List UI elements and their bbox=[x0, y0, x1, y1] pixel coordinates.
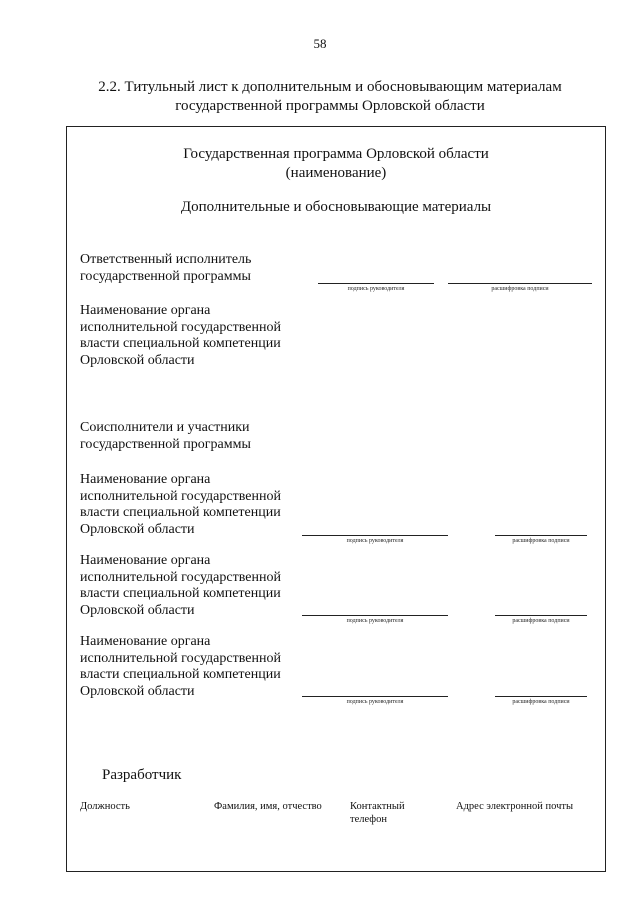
decode-line bbox=[448, 283, 592, 284]
signature-line bbox=[302, 535, 448, 536]
column-phone bbox=[350, 800, 405, 826]
coexecutors-label bbox=[80, 420, 310, 453]
decode-caption: расшифровка подписи bbox=[512, 699, 570, 705]
section-title-line1: 2.2. Титульный лист к дополнительным и обосновывающим материалам bbox=[98, 79, 562, 95]
program-title: Государственная программа Орловской области bbox=[183, 146, 489, 162]
column-email: Адрес электронной почты bbox=[456, 801, 574, 812]
organ-line4: Орловской области bbox=[80, 521, 195, 537]
organ-line3: власти специальной компетенции bbox=[80, 586, 281, 601]
signature-caption: подпись руководителя bbox=[347, 286, 405, 292]
responsible-line2: государственной программы bbox=[80, 268, 251, 284]
column-position: Должность bbox=[80, 801, 130, 812]
organ-line1: Наименование органа bbox=[80, 553, 211, 568]
organ-block-1 bbox=[80, 303, 310, 369]
organ-block-4 bbox=[80, 634, 310, 700]
decode-line bbox=[495, 535, 587, 536]
organ-block-2 bbox=[80, 472, 310, 538]
signature-caption: подпись руководителя bbox=[346, 699, 404, 705]
organ-line1: Наименование органа bbox=[80, 634, 211, 649]
decode-caption: расшифровка подписи bbox=[491, 286, 549, 292]
column-phone-line1: Контактный bbox=[350, 801, 405, 812]
organ-line2: исполнительной государственной bbox=[80, 650, 281, 666]
organ-line4: Орловской области bbox=[80, 683, 195, 699]
responsible-executor-label bbox=[80, 252, 310, 285]
organ-line2: исполнительной государственной bbox=[80, 488, 281, 504]
column-phone-line2: телефон bbox=[350, 814, 387, 825]
organ-line4: Орловской области bbox=[80, 602, 195, 618]
column-full-name: Фамилия, имя, отчество bbox=[214, 801, 322, 812]
coexecutors-line1: Соисполнители и участники bbox=[80, 420, 250, 435]
materials-title: Дополнительные и обосновывающие материалы bbox=[180, 199, 492, 215]
organ-line3: власти специальной компетенции bbox=[80, 505, 281, 520]
section-title bbox=[60, 78, 600, 116]
organ-line4: Орловской области bbox=[80, 352, 195, 368]
signature-caption: подпись руководителя bbox=[346, 538, 404, 544]
page-number: 58 bbox=[313, 36, 327, 51]
decode-line bbox=[495, 696, 587, 697]
signature-line bbox=[302, 615, 448, 616]
decode-caption: расшифровка подписи bbox=[512, 538, 570, 544]
organ-block-3 bbox=[80, 553, 310, 619]
signature-line bbox=[302, 696, 448, 697]
decode-caption: расшифровка подписи bbox=[512, 618, 570, 624]
responsible-line1: Ответственный исполнитель bbox=[80, 252, 252, 267]
coexecutors-line2: государственной программы bbox=[80, 436, 251, 452]
program-name-caption: (наименование) bbox=[285, 165, 387, 181]
organ-line1: Наименование органа bbox=[80, 472, 211, 487]
organ-line2: исполнительной государственной bbox=[80, 319, 281, 335]
signature-caption: подпись руководителя bbox=[346, 618, 404, 624]
organ-line3: власти специальной компетенции bbox=[80, 667, 281, 682]
section-title-line2: государственной программы Орловской области bbox=[175, 98, 485, 114]
organ-line2: исполнительной государственной bbox=[80, 569, 281, 585]
organ-line1: Наименование органа bbox=[80, 303, 211, 318]
developer-title: Разработчик bbox=[102, 767, 182, 783]
organ-line3: власти специальной компетенции bbox=[80, 336, 281, 351]
decode-line bbox=[495, 615, 587, 616]
signature-line bbox=[318, 283, 434, 284]
